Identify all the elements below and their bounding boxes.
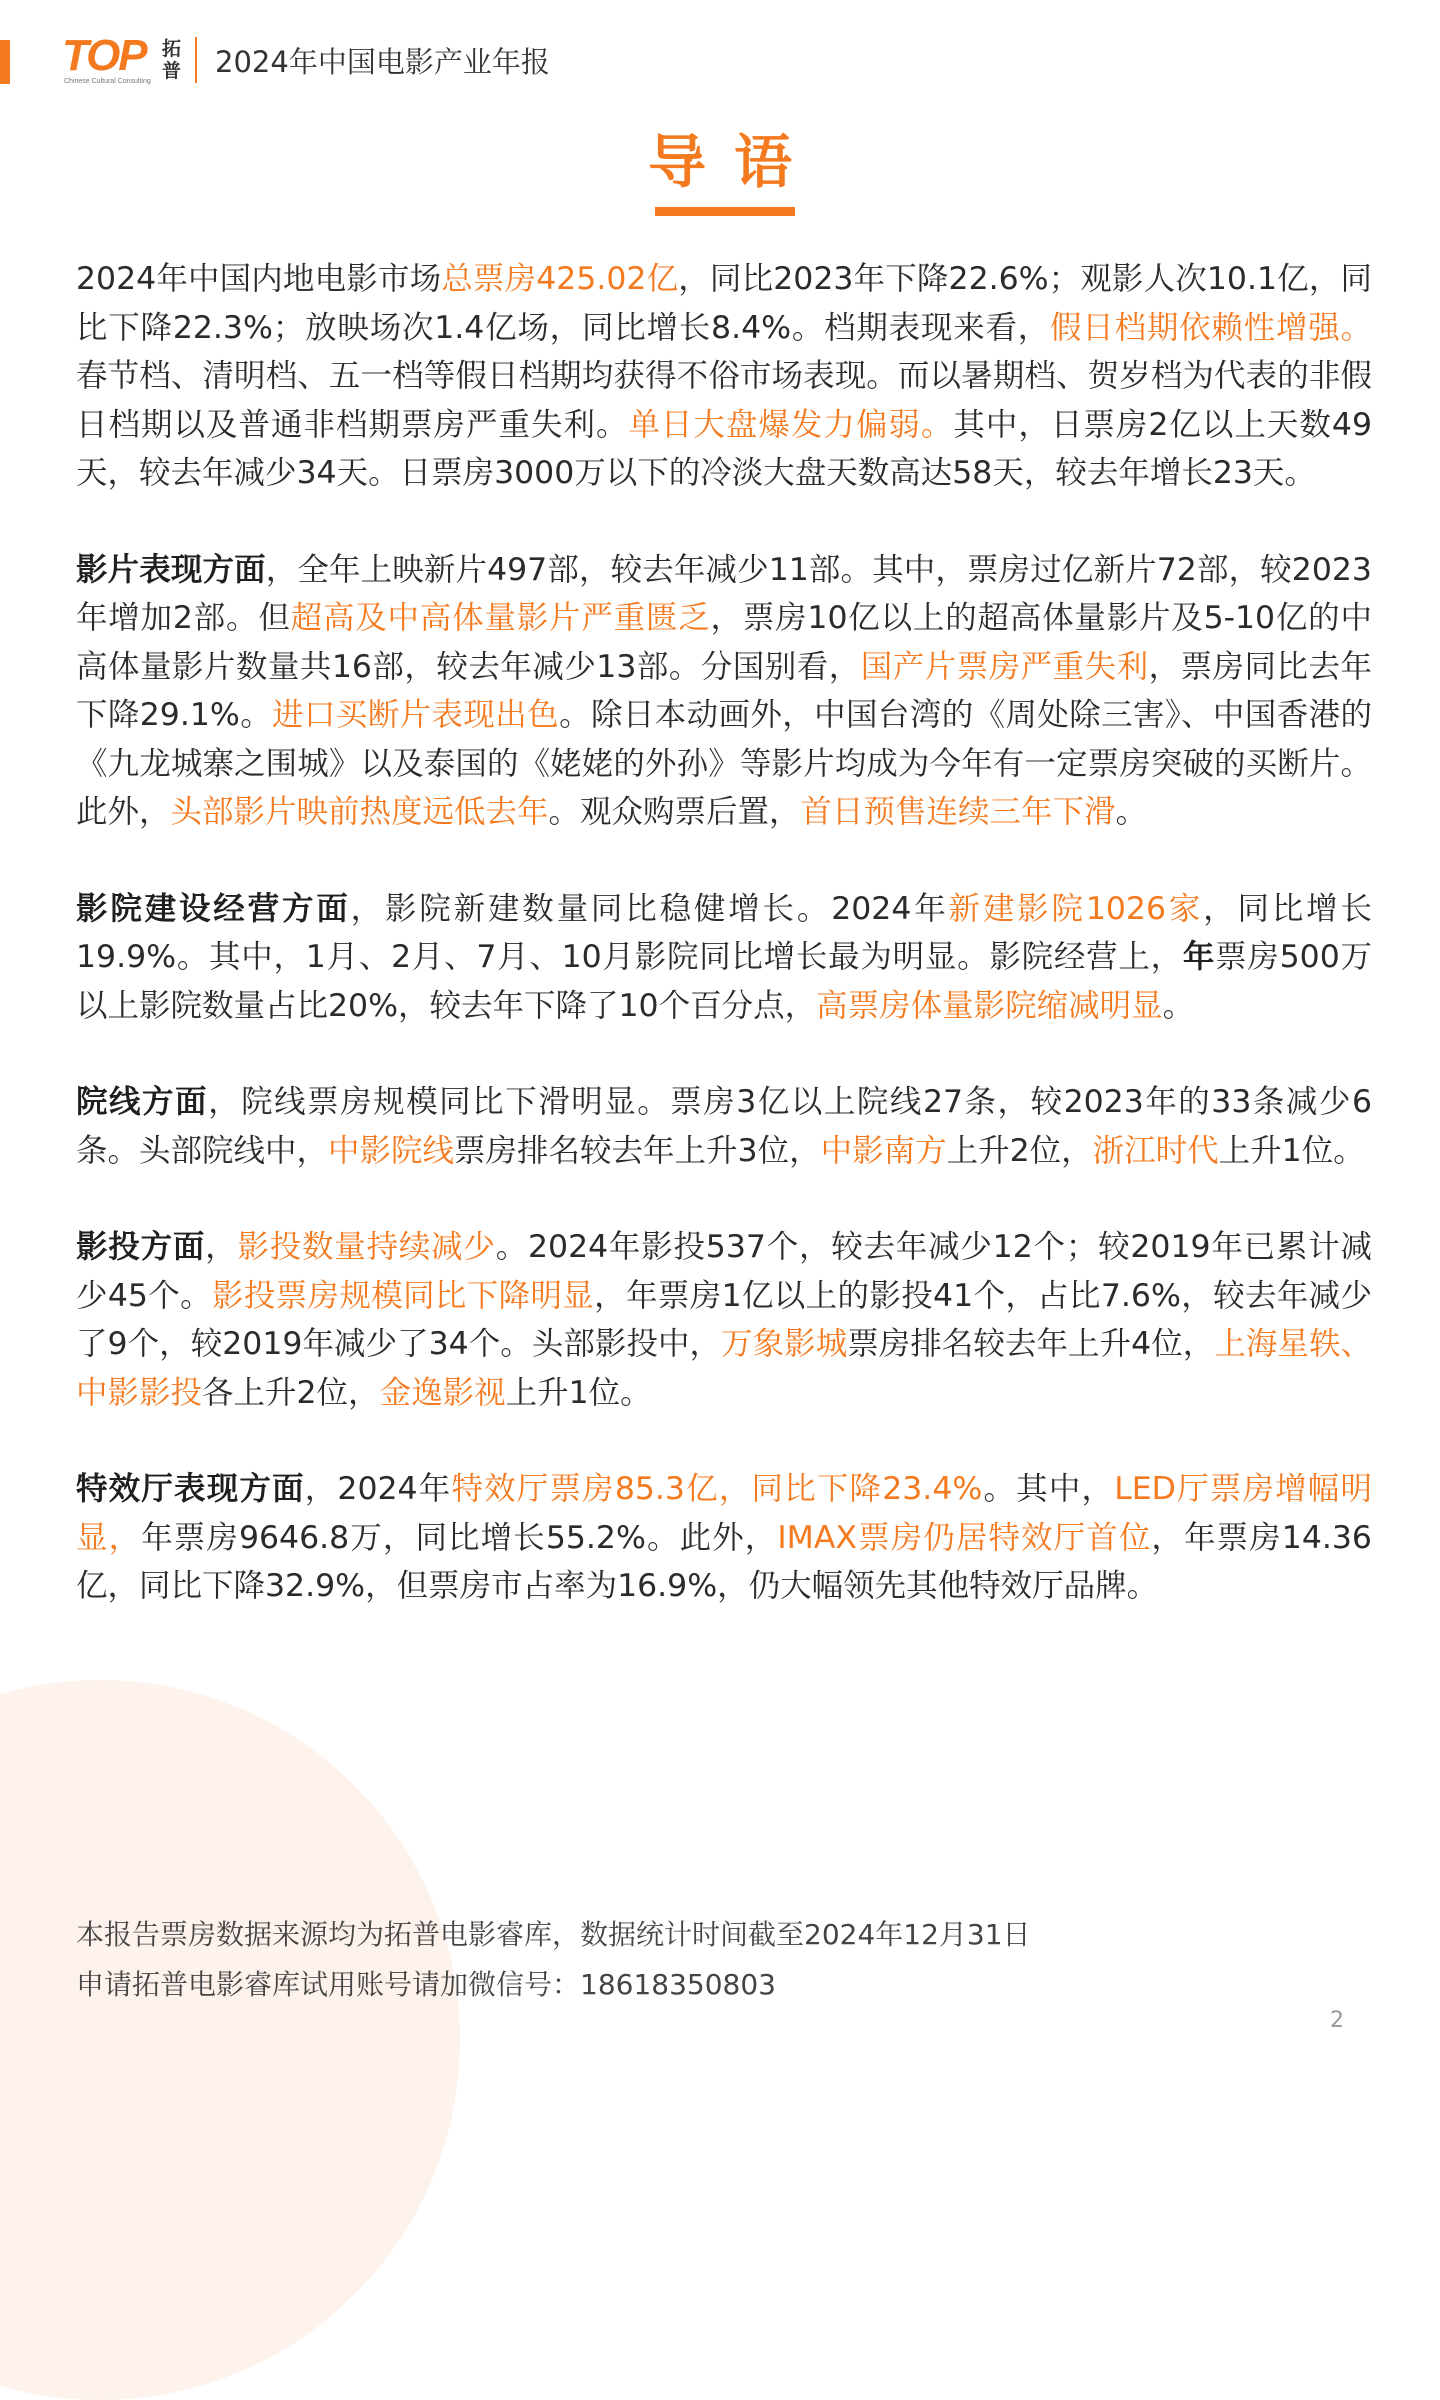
decorative-circle — [0, 1680, 460, 2400]
body-text: ，票房同比去年下降29.1%。 — [76, 648, 1372, 733]
body-text: 。 — [1115, 794, 1148, 830]
highlight-text: 单日大盘爆发力偏弱。 — [628, 406, 954, 443]
logo-text: TOP — [62, 31, 146, 80]
body-text: ，同比增长19.9%。其中，1月、2月、7月、10月影院同比增长最为明显。影院经营上， — [76, 890, 1372, 975]
body-text: ，票房10亿以上的超高体量影片及5-10亿的中高体量影片数量共16部，较去年减少13部。分国别看， — [76, 600, 1372, 685]
highlight-text: 万象影城 — [721, 1326, 848, 1362]
logo-mark — [62, 32, 154, 88]
section-heading: 影投方面 — [76, 1229, 206, 1265]
section-heading: 影片表现方面 — [76, 551, 266, 588]
paragraph-cinema-investors — [76, 1223, 1372, 1417]
header-divider — [195, 37, 197, 83]
body-text: ，同比2023年下降22.6%；观影人次10.1亿，同比下降22.3%；放映场次1.4亿场，同比增长8.4%。档期表现来看， — [76, 261, 1372, 346]
highlight-text: 影投票房规模同比下降明显 — [211, 1277, 595, 1314]
body-text: ，影院新建数量同比稳健增长。2024年 — [350, 890, 949, 927]
body-text: ，2024年 — [304, 1471, 452, 1507]
highlight-text: 中影院线 — [328, 1132, 455, 1169]
body-text: ，院线票房规模同比下滑明显。票房3亿以上院线27条，较2023年的33条减少6条。头部院线中， — [76, 1084, 1372, 1169]
footnote — [76, 1910, 1031, 2010]
accent-bar — [0, 40, 10, 84]
highlight-text: 上海星轶、中影影投 — [76, 1326, 1372, 1411]
top-logo — [62, 32, 181, 88]
body-text: ，年票房14.36亿，同比下降32.9%，但票房市占率为16.9%，仍大幅领先其他特效厅品牌。 — [76, 1519, 1372, 1604]
section-heading: 年 — [1182, 939, 1216, 975]
body-text: 。2024年影投537个，较去年减少12个；较2019年已累计减少45个。 — [76, 1229, 1372, 1314]
highlight-text: 假日档期依赖性增强。 — [1050, 309, 1372, 346]
body-text: 春节档、清明档、五一档等假日档期均获得不俗市场表现。而以暑期档、贺岁档为代表的非假日档期以及普通非档期票房严重失利。 — [76, 358, 1372, 443]
highlight-text: 进口买断片表现出色 — [272, 697, 560, 733]
footnote-contact: 申请拓普电影睿库试用账号请加微信号：18618350803 — [76, 1968, 776, 2001]
highlight-text: 新建影院1026家 — [948, 890, 1204, 927]
highlight-text: 特效厅票房85.3亿，同比下降23.4% — [451, 1471, 983, 1507]
highlight-text: 首日预售连续三年下滑 — [800, 794, 1116, 830]
highlight-text: 超高及中高体量影片严重匮乏 — [290, 600, 711, 636]
highlight-text: 高票房体量影院缩减明显 — [816, 987, 1163, 1024]
page-header — [62, 30, 550, 90]
section-heading: 特效厅表现方面 — [76, 1471, 305, 1507]
page-title: 导语 — [647, 128, 820, 196]
logo-cn-char-2: 普 — [162, 60, 182, 82]
report-title: 2024年中国电影产业年报 — [215, 44, 550, 79]
logo-chinese — [162, 38, 181, 82]
page-number: 2 — [1330, 2008, 1344, 2033]
body-text: 其中，日票房2亿以上天数49天，较去年减少34天。日票房3000万以下的冷淡大盘天数高达58天，较去年增长23天。 — [76, 406, 1372, 491]
body-text: 各上升2位， — [202, 1374, 380, 1411]
highlight-text: 总票房425.02亿 — [441, 261, 679, 297]
highlight-text: LED厅票房增幅明显， — [76, 1471, 1372, 1556]
paragraph-cinema-construction — [76, 885, 1372, 1031]
body-text: 年票房9646.8万，同比增长55.2%。此外， — [141, 1519, 778, 1556]
highlight-text: 头部影片映前热度远低去年 — [170, 794, 549, 830]
highlight-text: IMAX票房仍居特效厅首位 — [777, 1519, 1152, 1556]
body-text: 票房500万以上影院数量占比20%，较去年下降了10个百分点， — [76, 939, 1372, 1024]
logo-cn-char-1: 拓 — [162, 38, 182, 60]
body-text: 票房排名较去年上升3位， — [454, 1132, 821, 1169]
body-text: 上升1位。 — [1218, 1132, 1365, 1169]
body-text: 。其中， — [982, 1471, 1115, 1507]
logo-subtext: Chinese Cultural Consulting — [64, 78, 151, 85]
main-content — [76, 255, 1372, 1659]
body-text: 上升1位。 — [505, 1374, 652, 1411]
body-text: ，全年上映新片497部，较去年减少11部。其中，票房过亿新片72部，较2023年增加2部。但 — [76, 551, 1372, 636]
highlight-text: 金逸影视 — [379, 1374, 506, 1411]
highlight-text: 国产片票房严重失利 — [860, 648, 1149, 685]
highlight-text: 浙江时代 — [1092, 1132, 1219, 1169]
body-text: ， — [205, 1229, 238, 1265]
title-underline — [655, 207, 795, 216]
highlight-text: 中影南方 — [820, 1132, 947, 1169]
paragraph-premium-halls — [76, 1465, 1372, 1611]
body-text: 。观众购票后置， — [548, 794, 801, 830]
body-text: 2024年中国内地电影市场 — [76, 261, 442, 297]
section-heading: 影院建设经营方面 — [76, 890, 351, 927]
body-text: ，年票房1亿以上的影投41个，占比7.6%，较去年减少了9个，较2019年减少了34个。头部影投中， — [76, 1277, 1372, 1362]
section-heading: 院线方面 — [76, 1084, 209, 1120]
highlight-text: 影投数量持续减少 — [237, 1229, 496, 1265]
body-text: 上升2位， — [946, 1132, 1093, 1169]
footnote-data-source: 本报告票房数据来源均为拓普电影睿库，数据统计时间截至2024年12月31日 — [76, 1918, 1031, 1951]
body-text: 。除日本动画外，中国台湾的《周处除三害》、中国香港的《九龙城寨之围城》以及泰国的《姥姥的外孙》等影片均成为今年有一定票房突破的买断片。此外， — [76, 697, 1372, 830]
paragraph-cinema-chains — [76, 1078, 1372, 1175]
paragraph-film-performance — [76, 546, 1372, 837]
body-text: 。 — [1162, 987, 1195, 1024]
body-text: 票房排名较去年上升4位， — [847, 1326, 1215, 1362]
paragraph-market-overview — [76, 255, 1372, 498]
